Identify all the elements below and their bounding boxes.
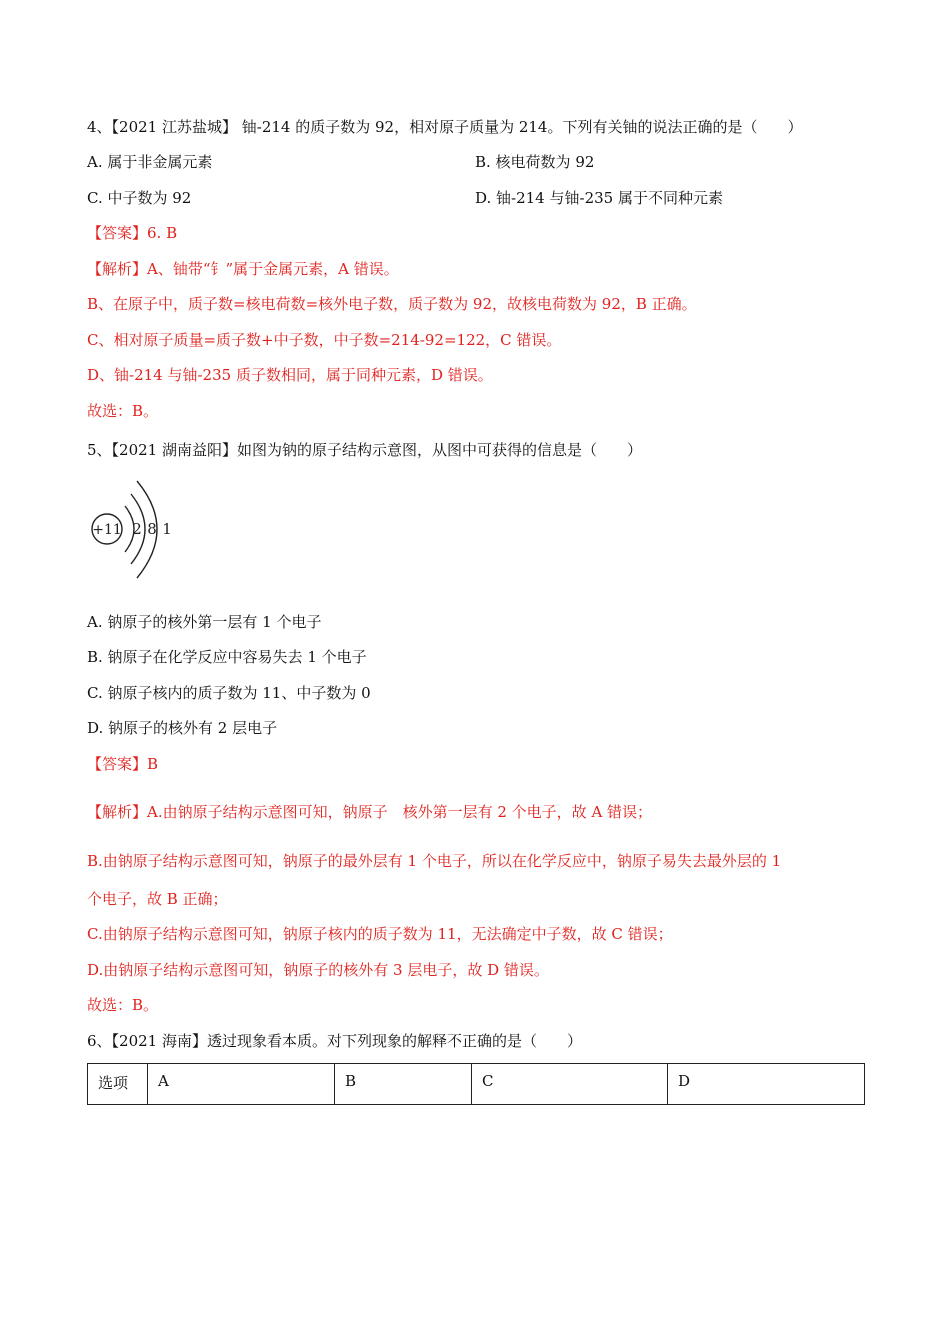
q5-analysis-2: B.由钠原子结构示意图可知，钠原子的最外层有 1 个电子，所以在化学反应中，钠原子易失去最外层的 1 (87, 852, 782, 870)
table-header-cell: D (668, 1064, 865, 1105)
q4-title: 4、【2021 江苏盐城】 铀-214 的质子数为 92，相对原子质量为 214。下列有关铀的说法正确的是（ ） (87, 118, 803, 136)
q4-conclusion: 故选：B。 (87, 402, 159, 420)
table-header-cell: B (335, 1064, 472, 1105)
q5-title: 5、【2021 湖南益阳】如图为钠的原子结构示意图，从图中可获得的信息是（ ） (87, 441, 642, 459)
table-row (88, 1064, 865, 1105)
q4-analysis-3: C、相对原子质量=质子数+中子数，中子数=214-92=122，C 错误。 (87, 331, 562, 349)
q5-option-d: D. 钠原子的核外有 2 层电子 (87, 719, 278, 737)
table-header-cell: A (148, 1064, 335, 1105)
table-header-cell: 选项 (88, 1064, 148, 1105)
sodium-atom-diagram (87, 472, 187, 584)
q4-option-b: B. 核电荷数为 92 (475, 153, 595, 171)
q4-answer: 【答案】6. B (87, 224, 178, 242)
nucleus-label: +11 (92, 522, 122, 538)
q4-analysis-4: D、铀-214 与铀-235 质子数相同，属于同种元素，D 错误。 (87, 366, 493, 384)
table-header-cell: C (472, 1064, 668, 1105)
q4-option-c: C. 中子数为 92 (87, 189, 192, 207)
shell-2-electrons: 8 (147, 520, 157, 538)
q5-analysis-1: 【解析】A.由钠原子结构示意图可知，钠原子 核外第一层有 2 个电子，故 A 错误； (87, 803, 653, 821)
q5-option-a: A. 钠原子的核外第一层有 1 个电子 (87, 613, 322, 631)
q5-option-b: B. 钠原子在化学反应中容易失去 1 个电子 (87, 648, 367, 666)
q5-answer: 【答案】B (87, 755, 159, 773)
q4-analysis-2: B、在原子中，质子数=核电荷数=核外电子数，质子数为 92，故核电荷数为 92，B 正确。 (87, 295, 697, 313)
q6-title: 6、【2021 海南】透过现象看本质。对下列现象的解释不正确的是（ ） (87, 1032, 582, 1050)
q5-conclusion: 故选：B。 (87, 996, 159, 1014)
q4-option-a: A. 属于非金属元素 (87, 153, 213, 171)
shell-1-electrons: 2 (132, 520, 142, 538)
q5-analysis-4: C.由钠原子结构示意图可知，钠原子核内的质子数为 11，无法确定中子数，故 C 错误； (87, 925, 673, 943)
q6-options-table (87, 1063, 865, 1105)
q5-analysis-5: D.由钠原子结构示意图可知，钠原子的核外有 3 层电子，故 D 错误。 (87, 961, 549, 979)
shell-3-electrons: 1 (162, 520, 172, 538)
q5-analysis-3: 个电子，故 B 正确； (87, 890, 228, 908)
q4-analysis-1: 【解析】A、铀带“钅”属于金属元素，A 错误。 (87, 260, 399, 278)
q4-option-d: D. 铀-214 与铀-235 属于不同种元素 (475, 189, 723, 207)
q5-option-c: C. 钠原子核内的质子数为 11、中子数为 0 (87, 684, 371, 702)
